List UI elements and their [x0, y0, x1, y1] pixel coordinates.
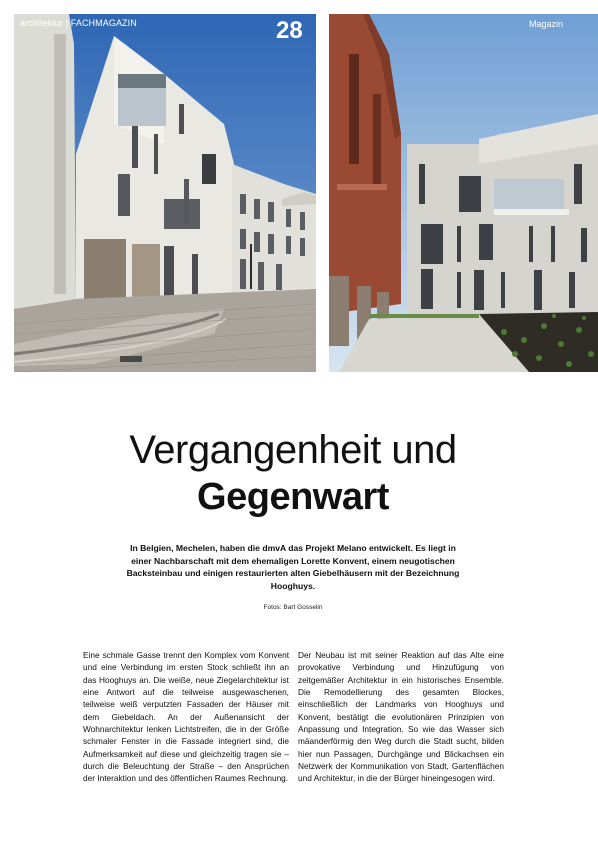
magazine-brand: architektur | FACHMAGAZIN: [20, 18, 137, 28]
courtyard-illustration: [329, 14, 598, 372]
photo-courtyard-building: [329, 14, 598, 372]
lead-paragraph: In Belgien, Mechelen, haben die dmvA das Projekt Melano entwickelt. Es liegt in einer Nachbarschaft mit dem ehemaligen Lorette Konvent, einem neugotischen Backsteinbau und einigen restaurierten alten Giebelhäusern mit der Bezeichnung Hooghuys.: [126, 543, 460, 591]
headline-bold: Gegenwart: [197, 476, 389, 518]
headline-light: Vergangenheit und: [129, 428, 457, 472]
page-number: 28: [276, 17, 303, 44]
section-label: Magazin: [529, 19, 564, 29]
body-column-right: Der Neubau ist mit seiner Reaktion auf das Alte eine provokative Verbindung und Hinzufügung von zeitgemäßer Architektur in ein historisches Ensemble. Die Remodellierung des gesamten Blockes, einschließlich der Landmarks von Hooghuys und Konvent, bestätigt die evolutionären Prinzipien von Anpassung und Integration. So wie das Wasser sich mäanderförmig den Weg durch die Stadt sucht, bilden hier nun Passagen, Durchgänge und Blickachsen ein Netzwerk der Kommunikation von Stadt, Gartenflächen und Architektur, in die der Bürger hineingesogen wird.: [298, 650, 504, 784]
body-column-left: Eine schmale Gasse trennt den Komplex vom Konvent und eine Verbindung im ersten Stock schließt ihn an das Hooghuys an. Die weiße, neue Ziegelarchitektur ist eine Antwort auf die teilweise ausgewaschenen, teilweise weiß verputzten Fassaden der Häuser mit dem Giebeldach. An der Außenansicht der Wohnarchitektur lenken Lichtstreifen, die in der Größe schmaler Fenster in die Fassade integriert sind, die Aufmerksamkeit auf diese und gleichzeitig tragen sie – durch die Beleuchtung der Straße – den Ansprüchen der Interaktion und des öffentlichen Raumes Rechnung.: [83, 650, 289, 784]
photo-street-building: [14, 14, 316, 372]
street-building-illustration: [14, 14, 316, 372]
photo-credit: Fotos: Bart Gosselin: [263, 604, 323, 611]
